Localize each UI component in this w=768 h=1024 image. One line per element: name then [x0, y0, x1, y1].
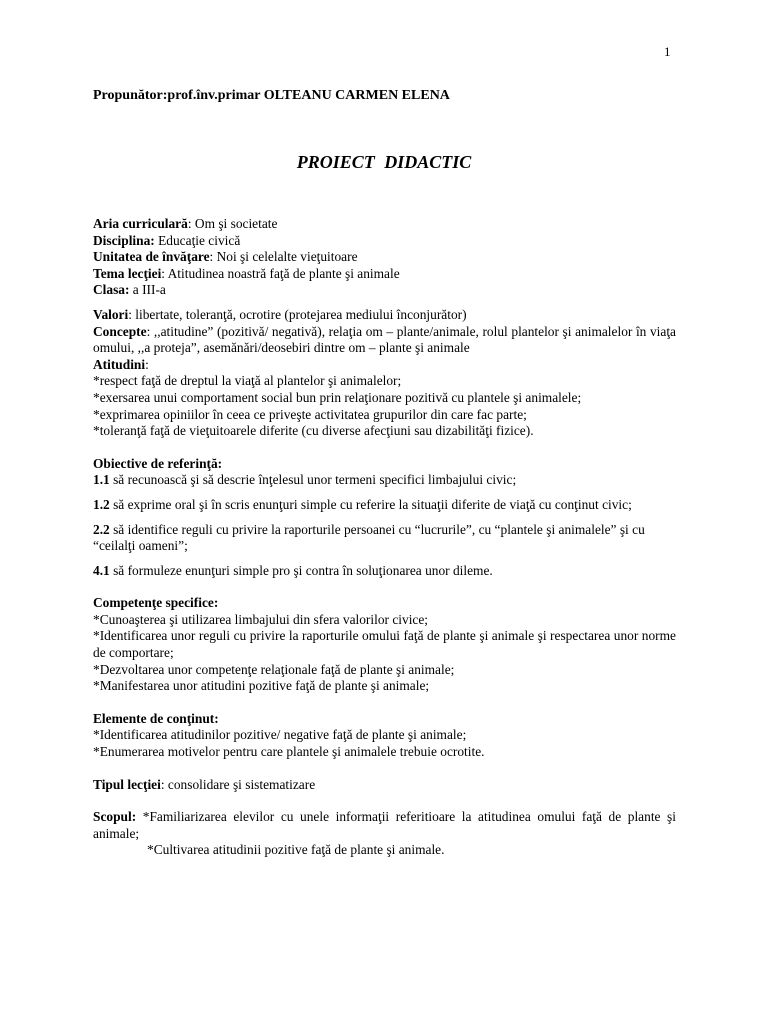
obiectiv-text: să formuleze enunţuri simple pro şi contra în soluţionarea unor dileme.: [109, 562, 493, 578]
disciplina-value: Educaţie civică: [154, 232, 241, 248]
tema-value: : Atitudinea noastră faţă de plante şi animale: [161, 265, 400, 281]
aria-value: : Om şi societate: [187, 216, 278, 231]
obiectiv-text: să exprime oral şi în scris enunţuri simple cu referire la situaţii diferite de viaţă cu conţinut civic;: [109, 496, 632, 512]
obiectiv-text: să identifice reguli cu privire la raporturile persoanei cu “lucrurile”, cu “plantele şi animalele” şi cu “ceilalţi oameni”;: [93, 521, 645, 554]
author-line: Propunător:prof.înv.primar OLTEANU CARMEN ELENA: [93, 88, 450, 103]
unitatea-value: : Noi şi celelalte vieţuitoare: [209, 249, 358, 265]
document-title: PROIECT DIDACTIC: [296, 152, 472, 172]
tema-line: [93, 266, 676, 283]
obiectiv-item: [93, 563, 676, 580]
atitudini-colon: :: [145, 356, 149, 372]
valori-label: Valori: [93, 306, 129, 322]
obiectiv-item: [93, 472, 676, 489]
aria-label: Aria curriculară: [93, 216, 188, 231]
disciplina-label: Disciplina:: [93, 232, 155, 248]
clasa-label: Clasa:: [93, 282, 130, 298]
element-item: *Enumerarea motivelor pentru care plantele şi animalele trebuie ocrotite.: [93, 744, 485, 760]
obiectiv-text: să recunoască şi să descrie înţelesul unor termeni specifici limbajului civic;: [109, 472, 517, 488]
scopul-text: *Familiarizarea elevilor cu unele informaţii referitioare la atitudinea omului faţă de plante şi animale;: [93, 809, 676, 841]
valori-line: [93, 307, 676, 324]
obiective-heading: Obiective de referinţă:: [93, 455, 223, 471]
atitudini-item: *respect faţă de dreptul la viaţă al plantelor şi animalelor;: [93, 373, 402, 389]
tema-label: Tema lecţiei: [93, 265, 162, 281]
unitatea-label: Unitatea de învăţare: [93, 249, 210, 265]
concepte-label: Concepte: [93, 323, 147, 339]
competenta-item: *Cunoaşterea şi utilizarea limbajului din sfera valorilor civice;: [93, 611, 429, 627]
clasa-line: [93, 282, 676, 299]
scopul-paragraph: [93, 809, 676, 842]
atitudini-item: *exersarea unui comportament social bun prin relaţionare pozitivă cu plantele şi animalele;: [93, 389, 582, 405]
obiectiv-number: 1.1: [93, 472, 110, 488]
scopul-label: Scopul:: [93, 809, 137, 825]
concepte-text: : ,,atitudine” (pozitivă/ negativă), relaţia om – plante/animale, rolul plantelor şi animalelor în viaţa omului, ,,a proteja”, asemănări/deosebiri dintre om – plante şi animale: [93, 323, 676, 356]
valori-text: : libertate, toleranţă, ocrotire (protejarea mediului înconjurător): [128, 306, 467, 322]
atitudini-item: *toleranţă faţă de vieţuitoarele diferite (cu diverse afecţiuni sau dizabilităţi fizice).: [93, 423, 534, 439]
scopul-second-line: *Cultivarea atitudinii pozitive faţă de plante şi animale.: [147, 842, 445, 858]
atitudini-heading: [93, 357, 676, 374]
tipul-value: : consolidare şi sistematizare: [160, 776, 316, 792]
concepte-paragraph: [93, 324, 676, 357]
unitatea-line: [93, 249, 676, 266]
competenta-item: *Identificarea unor reguli cu privire la raporturile omului faţă de plante şi animale şi respectarea unor norme de comportare;: [93, 628, 676, 661]
page-number: 1: [664, 44, 671, 59]
competenta-item: *Dezvoltarea unor competenţe relaţionale faţă de plante şi animale;: [93, 661, 455, 677]
obiectiv-number: 1.2: [93, 496, 110, 512]
element-item: *Identificarea atitudinilor pozitive/ negative faţă de plante şi animale;: [93, 727, 467, 743]
obiectiv-item: [93, 497, 676, 514]
document-body: [93, 216, 676, 859]
atitudini-item: *exprimarea opiniilor în ceea ce priveşte activitatea grupurilor din care fac parte;: [93, 406, 527, 422]
tipul-label: Tipul lecţiei: [93, 776, 161, 792]
elemente-heading: Elemente de conţinut:: [93, 710, 219, 726]
obiectiv-item: [93, 522, 676, 555]
aria-line: [93, 216, 676, 233]
obiectiv-number: 4.1: [93, 562, 110, 578]
tipul-line: [93, 777, 676, 794]
obiectiv-number: 2.2: [93, 521, 110, 537]
clasa-value: a III-a: [129, 282, 166, 298]
competente-heading: Competenţe specifice:: [93, 595, 219, 611]
competenta-item: *Manifestarea unor atitudini pozitive faţă de plante şi animale;: [93, 678, 430, 694]
disciplina-line: [93, 233, 676, 250]
atitudini-label: Atitudini: [93, 356, 146, 372]
